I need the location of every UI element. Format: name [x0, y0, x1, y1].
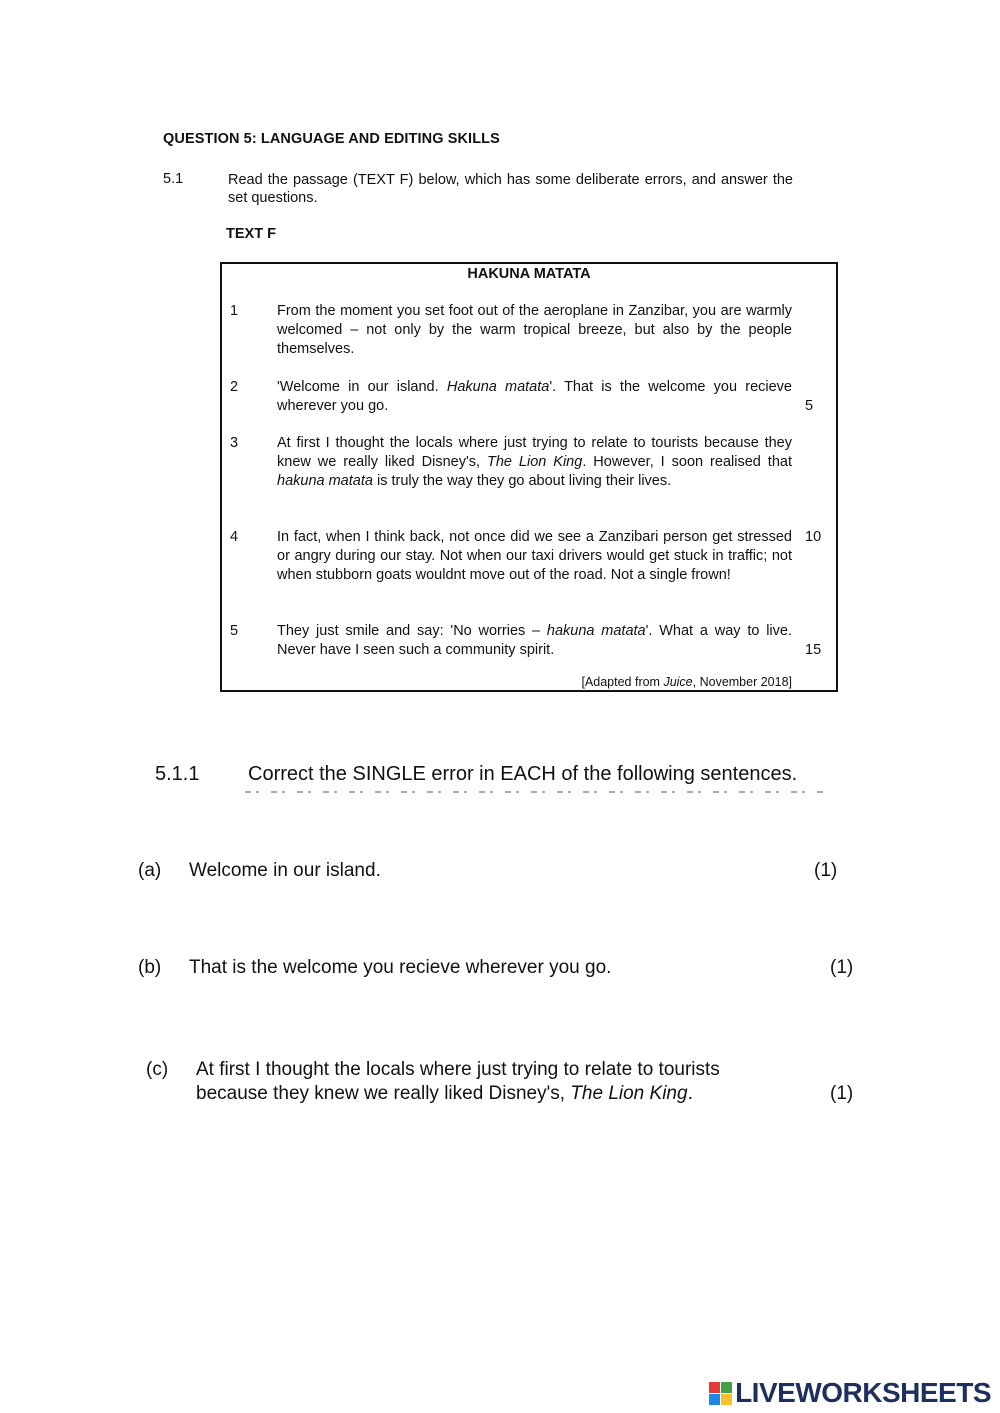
liveworksheets-logo: [709, 1378, 991, 1408]
logo-text: LIVEWORKSHEETS: [735, 1377, 991, 1408]
paragraph-number: 4: [230, 529, 239, 545]
subquestion-instruction: Correct the SINGLE error in EACH of the following sentences.: [248, 763, 798, 785]
passage-credit: [Adapted from Juice, November 2018]: [581, 675, 792, 689]
question-title: QUESTION 5: LANGUAGE AND EDITING SKILLS: [163, 131, 500, 147]
logo-blocks-icon: [709, 1382, 732, 1405]
question-instruction: Read the passage (TEXT F) below, which has some deliberate errors, and answer the set questions.: [228, 172, 793, 206]
paragraph-text: At first I thought the locals where just trying to relate to tourists because they knew we really liked Disney's, The Lion King. However, I soon realised that hakuna matata is truly the way they go about living their lives.: [277, 435, 792, 489]
item-c-line2: because they knew we really liked Disney's, The Lion King.: [196, 1083, 693, 1104]
item-a-mark: (1): [814, 860, 838, 881]
logo-block: [709, 1382, 720, 1393]
item-b-mark: (1): [830, 957, 854, 978]
passage-title: HAKUNA MATATA: [467, 266, 591, 282]
question-number: 5.1: [163, 171, 184, 187]
text-label: TEXT F: [226, 226, 276, 242]
paragraph-text: From the moment you set foot out of the aeroplane in Zanzibar, you are warmly welcomed – not only by the warm tropical breeze, but also by the people themselves.: [277, 303, 792, 357]
paragraph-text: In fact, when I think back, not once did we see a Zanzibari person get stressed or angry during our stay. Not when our taxi drivers would get stuck in traffic; not when stubborn goats wouldnt move out of the road. Not a single frown!: [277, 529, 792, 583]
paragraph-text: They just smile and say: 'No worries – hakuna matata'. What a way to live. Never have I seen such a community spirit.: [277, 623, 792, 658]
cropped-text-line: [245, 791, 825, 795]
logo-block: [721, 1382, 732, 1393]
logo-block: [709, 1394, 720, 1405]
item-b-label: (b): [138, 957, 162, 978]
paragraph-text: 'Welcome in our island. Hakuna matata'. That is the welcome you recieve wherever you go.: [277, 379, 792, 414]
subquestion-number: 5.1.1: [155, 763, 200, 785]
paragraph-number: 5: [230, 623, 239, 639]
item-c-line1: At first I thought the locals where just trying to relate to tourists: [196, 1059, 720, 1080]
line-number: 10: [805, 529, 822, 545]
paragraph-number: 2: [230, 379, 239, 395]
paragraph-number: 1: [230, 303, 239, 319]
line-number: 5: [805, 398, 814, 414]
paragraph-number: 3: [230, 435, 239, 451]
item-b-text: That is the welcome you recieve wherever you go.: [189, 957, 612, 978]
logo-block: [721, 1394, 732, 1405]
item-a-label: (a): [138, 860, 162, 881]
item-c-mark: (1): [830, 1083, 854, 1104]
passage-box: [220, 262, 838, 692]
item-a-text: Welcome in our island.: [189, 860, 381, 881]
line-number: 15: [805, 642, 822, 658]
item-c-label: (c): [146, 1059, 169, 1080]
